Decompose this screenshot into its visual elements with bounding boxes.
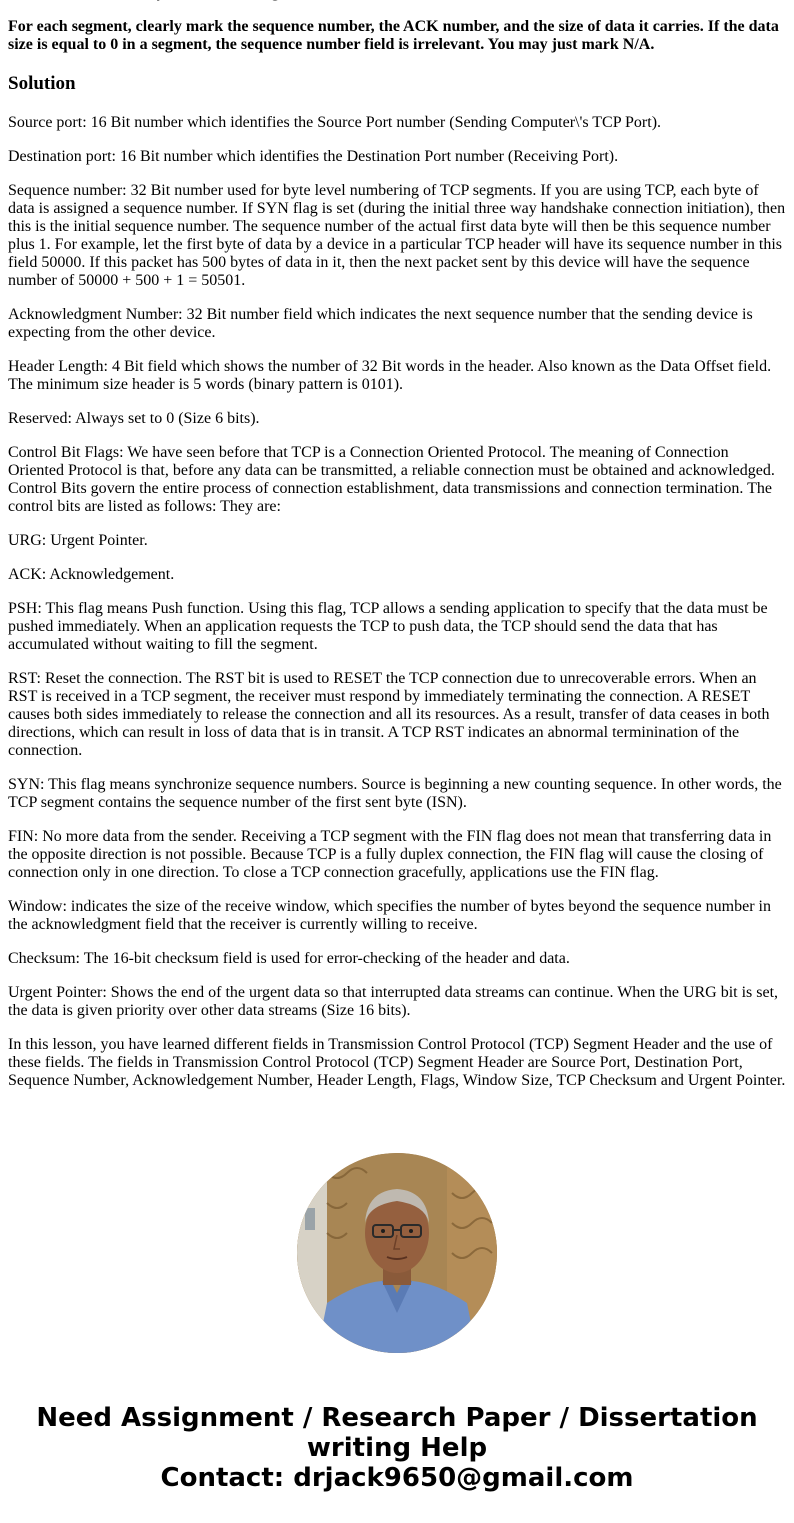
para-urgent-pointer: Urgent Pointer: Shows the end of the urgent data so that interrupted data streams can continue. When the URG bit is set, the data is given priority over other data streams (Size 16 bits). — [8, 984, 779, 1019]
para-fin: FIN: No more data from the sender. Receiving a TCP segment with the FIN flag does not mean that transferring data in the opposite direction is not possible. Because TCP is a fully duplex connection, the FIN flag will cause the closing of connection only in one direction. To close a TCP connection gracefully, applications use the FIN flag. — [8, 828, 772, 881]
promo-contact: Contact: drjack9650@gmail.com — [160, 1463, 634, 1493]
para-header-length: Header Length: 4 Bit field which shows the number of 32 Bit words in the header. Also known as the Data Offset field. The minimum size header is 5 words (binary pattern is 0101). — [8, 358, 772, 393]
para-control-bits: Control Bit Flags: We have seen before that TCP is a Connection Oriented Protocol. The meaning of Connection Oriented Protocol is that, before any data can be transmitted, a reliable connection must be obtained and acknowledged. Control Bits govern the entire process of connection establishment, data transmissions and connection termination. The control bits are listed as follows: They are: — [8, 444, 775, 515]
avatar-portrait-image — [297, 1153, 497, 1353]
author-avatar — [297, 1153, 497, 1353]
para-summary: In this lesson, you have learned different fields in Transmission Control Protocol (TCP) Segment Header and the use of these fields. The fields in Transmission Control Protocol (TCP) Segment Header are Source Port, Destination Port, Sequence Number, Acknowledgement Number, Header Length, Flags, Window Size, TCP Checksum and Urgent Pointer. — [8, 1036, 786, 1089]
document-content — [8, 0, 788, 1106]
para-syn: SYN: This flag means synchronize sequence numbers. Source is beginning a new counting sequence. In other words, the TCP segment contains the sequence number of the first sent byte (ISN). — [8, 776, 782, 811]
para-psh: PSH: This flag means Push function. Using this flag, TCP allows a sending application to specify that the data must be pushed immediately. When an application requests the TCP to push data, the TCP should send the data that has accumulated without waiting to fill the segment. — [8, 600, 768, 653]
question-instruction: For each segment, clearly mark the sequence number, the ACK number, and the size of data it carries. If the data size is equal to 0 in a segment, the sequence number field is irrelevant. You may just mark N/A. — [8, 18, 779, 53]
para-window: Window: indicates the size of the receive window, which specifies the number of bytes beyond the sequence number in the acknowledgment field that the receiver is currently willing to receive. — [8, 898, 771, 933]
para-urg: URG: Urgent Pointer. — [8, 532, 148, 549]
promo-line-1: Need Assignment / Research Paper / Dissertation — [36, 1403, 758, 1433]
para-rst: RST: Reset the connection. The RST bit is used to RESET the TCP connection due to unrecoverable errors. When an RST is received in a TCP segment, the receiver must respond by immediately terminating the connection. A RESET causes both sides immediately to release the connection and all its resources. As a result, transfer of data ceases in both directions, which can result in loss of data that is in transit. A TCP RST indicates an abnormal terminination of the connection. — [8, 670, 770, 759]
solution-heading: Solution — [8, 73, 76, 94]
para-source-port: Source port: 16 Bit number which identifies the Source Port number (Sending Computer\'s TCP Port). — [8, 114, 662, 131]
para-reserved: Reserved: Always set to 0 (Size 6 bits). — [8, 410, 260, 427]
promo-line-2: writing Help — [306, 1433, 488, 1463]
para-ack: ACK: Acknowledgement. — [8, 566, 175, 583]
para-sequence-number: Sequence number: 32 Bit number used for byte level numbering of TCP segments. If you are using TCP, each byte of data is assigned a sequence number. If SYN flag is set (during the initial three way handshake connection initiation), then this is the initial sequence number. The sequence number of the actual first data byte will then be this sequence number plus 1. For example, let the first byte of data by a device in a particular TCP header will have its sequence number in this field 50000. If this packet has 500 bytes of data in it, then the next packet sent by this device will have the sequence number of 50000 + 500 + 1 = 50501. — [8, 182, 786, 289]
promo-banner — [0, 1403, 794, 1493]
para-destination-port: Destination port: 16 Bit number which identifies the Destination Port number (Receiving Port). — [8, 148, 619, 165]
para-ack-number: Acknowledgment Number: 32 Bit number field which indicates the next sequence number that the sending device is expecting from the other device. — [8, 306, 753, 341]
para-checksum: Checksum: The 16-bit checksum field is used for error-checking of the header and data. — [8, 950, 570, 967]
question-intro-tail — [8, 0, 788, 2]
